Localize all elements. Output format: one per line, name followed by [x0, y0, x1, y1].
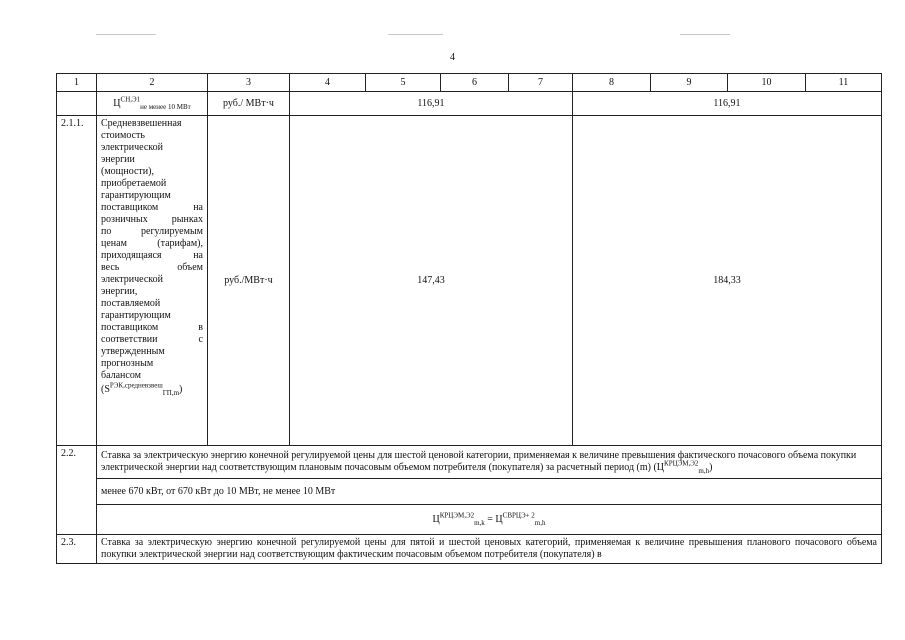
row-2-2-formula	[57, 505, 882, 535]
column-number: 2	[97, 74, 208, 92]
description-line: гарантирующим	[101, 310, 171, 321]
description-line: приобретаемой	[101, 178, 167, 189]
description-line: поставляемой	[101, 298, 161, 309]
description-line: стоимость	[101, 130, 145, 141]
description-line: поставщиком на	[101, 202, 203, 213]
row-number	[57, 92, 97, 116]
value-right: 116,91	[573, 92, 882, 116]
unit-cell: руб./МВт·ч	[208, 116, 290, 446]
scan-artifact	[96, 34, 156, 35]
description-line: соответствии с	[101, 334, 203, 345]
row-2-3	[57, 535, 882, 564]
description-line: Средневзвешенная	[101, 118, 182, 129]
row-description	[97, 116, 208, 446]
description-line: энергии	[101, 154, 135, 165]
description-line: энергии,	[101, 286, 138, 297]
description-formula: $(S^{РЭК,средневзвеш}_{ГП,m})$	[101, 382, 183, 397]
scan-artifact	[388, 34, 443, 35]
row-description: Ставка за электрическую энергию конечной регулируемой цены для пятой и шестой ценовых категорий, применяемая к величине превышения планового почасового объема покупки электрической энергии над соответствующим фактическим почасовым объемом потребителя (покупателя) в	[97, 535, 882, 564]
column-number-row	[57, 74, 882, 92]
column-number: 1	[57, 74, 97, 92]
row-description: Ставка за электрическую энергию конечной регулируемой цены для шестой ценовой категории, применяемая к величине превышения фактического почасового объема покупки электрической энергии над соответствующим плановым почасовым объемом потребителя (покупателя) за расчетный период (m) $(Ц^{КРЦЭМ,Э2}_{m,h})$	[97, 446, 882, 479]
row-number: 2.3.	[57, 535, 97, 564]
description-line: прогнозным	[101, 358, 154, 369]
description-line: приходящаяся на	[101, 250, 203, 261]
price-symbol: $Ц^{СН,Э1}_{не менее 10 МВт}$	[97, 92, 208, 116]
row-2-2-subrow	[57, 479, 882, 505]
description-line: (мощности),	[101, 166, 154, 177]
row-price-10mw	[57, 92, 882, 116]
column-number: 7	[509, 74, 573, 92]
column-number: 10	[728, 74, 806, 92]
column-number: 6	[441, 74, 509, 92]
value-right: 184,33	[573, 116, 882, 446]
column-number: 4	[290, 74, 366, 92]
column-number: 5	[366, 74, 441, 92]
description-line: утвержденным	[101, 346, 165, 357]
description-line: весь объем	[101, 262, 203, 273]
tariff-table	[56, 73, 882, 564]
description-line: розничных рынках	[101, 214, 203, 225]
scan-artifact	[680, 34, 730, 35]
row-2-2	[57, 446, 882, 479]
capacity-ranges: менее 670 кВт, от 670 кВт до 10 МВт, не менее 10 МВт	[97, 479, 882, 505]
column-number: 11	[806, 74, 882, 92]
description-line: электрической	[101, 274, 163, 285]
description-line: гарантирующим	[101, 190, 171, 201]
column-number: 3	[208, 74, 290, 92]
value-left: 116,91	[290, 92, 573, 116]
description-line: поставщиком в	[101, 322, 203, 333]
value-left: 147,43	[290, 116, 573, 446]
row-2-1-1	[57, 116, 882, 446]
description-line: по регулируемым	[101, 226, 203, 237]
description-line: электрической	[101, 142, 163, 153]
description-line: ценам (тарифам),	[101, 238, 203, 249]
column-number: 8	[573, 74, 651, 92]
row-number: 2.1.1.	[57, 116, 97, 446]
page-number: 4	[450, 52, 455, 63]
description-line: балансом	[101, 370, 141, 381]
price-formula: $Ц^{КРЦЭМ,Э2}_{m,k} = Ц^{СВРЦЭ+ 2}_{m,h}$	[97, 505, 882, 535]
row-number: 2.2.	[57, 446, 97, 535]
unit-cell: руб./ МВт·ч	[208, 92, 290, 116]
column-number: 9	[651, 74, 728, 92]
